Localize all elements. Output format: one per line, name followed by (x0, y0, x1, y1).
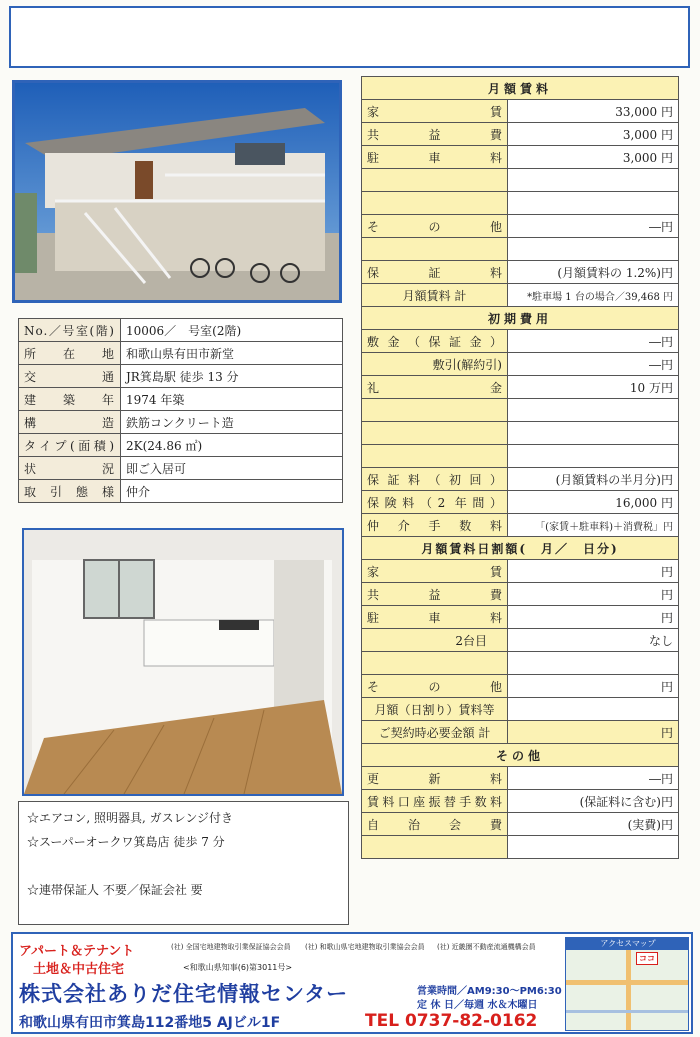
value: ―円 (508, 353, 679, 376)
exterior-photo (12, 80, 342, 303)
notes-box (18, 801, 349, 925)
label: 自治会費 (362, 813, 508, 836)
value: (実費)円 (508, 813, 679, 836)
value: 「(家賃＋駐車料)＋消費税」円 (508, 514, 679, 537)
info-label: 取引態様 (19, 480, 121, 503)
info-label: タイプ(面積) (19, 434, 121, 457)
footer-tag: 土地＆中古住宅 (33, 962, 125, 977)
label: 礼金 (362, 376, 508, 399)
info-label: 建築年 (19, 388, 121, 411)
info-row (19, 388, 343, 411)
value: 16,000 円 (508, 491, 679, 514)
value: 10 万円 (508, 376, 679, 399)
info-label: 状況 (19, 457, 121, 480)
footer-tag: アパート＆テナント (19, 944, 135, 959)
info-label: 構造 (19, 411, 121, 434)
info-value: 1974 年築 (121, 388, 343, 411)
info-row (19, 480, 343, 503)
label: 保証料（初回） (362, 468, 508, 491)
label: 敷引(解約引) (362, 353, 508, 376)
value: 円 (508, 721, 679, 744)
header-box (9, 6, 690, 68)
note-item: ☆スーパーオークワ箕島店 徒歩 7 分 (27, 835, 225, 849)
info-row (19, 342, 343, 365)
daily-header: 月額賃料日割額( 月／ 日分) (362, 537, 679, 560)
value: (保証料に含む)円 (508, 790, 679, 813)
label: 仲介手数料 (362, 514, 508, 537)
company-address: 和歌山県有田市箕島112番地5 AJビル1F (19, 1015, 281, 1031)
info-label: No.／号室(階) (19, 319, 121, 342)
label: 月額（日割り）賃料等 (362, 698, 508, 721)
property-info-table (18, 318, 343, 503)
info-value: 仲介 (121, 480, 343, 503)
license-number: <和歌山県知事(6)第3011号> (183, 963, 293, 972)
label: 2台目 (362, 629, 508, 652)
misc-header: その他 (362, 744, 679, 767)
info-label: 交通 (19, 365, 121, 388)
note-item: ☆エアコン, 照明器具, ガスレンジ付き (27, 811, 234, 825)
association: (社) 和歌山県宅地建物取引業協会会員 (305, 943, 425, 951)
label: 駐車料 (362, 146, 508, 169)
value: 円 (508, 583, 679, 606)
label: その他 (362, 675, 508, 698)
info-value: 即ご入居可 (121, 457, 343, 480)
label: 更新料 (362, 767, 508, 790)
access-map (565, 937, 689, 1031)
value: 円 (508, 606, 679, 629)
closed-days: 定 休 日／毎週 水＆木曜日 (417, 1000, 538, 1011)
label: その他 (362, 215, 508, 238)
business-hours: 営業時間／AM9:30～PM6:30 (417, 986, 562, 997)
info-value: 10006／ 号室(2階) (121, 319, 343, 342)
value: 円 (508, 560, 679, 583)
label: 共益費 (362, 123, 508, 146)
label: 月額賃料 計 (362, 284, 508, 307)
label: 保険料（2 年間） (362, 491, 508, 514)
value: 円 (508, 675, 679, 698)
label: 保証料 (362, 261, 508, 284)
info-row (19, 457, 343, 480)
label: 家賃 (362, 560, 508, 583)
initial-header: 初期費用 (362, 307, 679, 330)
association: (社) 全国宅地建物取引業保証協会会員 (171, 943, 291, 951)
info-row (19, 319, 343, 342)
value: 3,000 円 (508, 123, 679, 146)
value: (月額賃料の半月分)円 (508, 468, 679, 491)
map-title: アクセスマップ (566, 938, 689, 950)
label: 駐車料 (362, 606, 508, 629)
info-row (19, 365, 343, 388)
map-here-marker: ココ (636, 952, 658, 965)
value: なし (508, 629, 679, 652)
label: ご契約時必要金額 計 (362, 721, 508, 744)
label: 賃料口座振替手数料 (362, 790, 508, 813)
company-name: 株式会社ありだ住宅情報センター (19, 982, 349, 1006)
fee-table (361, 76, 679, 859)
value: *駐車場 1 台の場合／39,468 円 (508, 284, 679, 307)
label: 家賃 (362, 100, 508, 123)
info-value: JR箕島駅 徒歩 13 分 (121, 365, 343, 388)
monthly-header: 月額賃料 (362, 77, 679, 100)
value: ―円 (508, 215, 679, 238)
note-item (27, 856, 340, 880)
info-label: 所在地 (19, 342, 121, 365)
phone-number: TEL 0737-82-0162 (365, 1011, 538, 1031)
info-value: 2K(24.86 ㎡) (121, 434, 343, 457)
info-value: 鉄筋コンクリート造 (121, 411, 343, 434)
note-item: ☆連帯保証人 不要／保証会社 要 (27, 883, 203, 897)
info-row (19, 434, 343, 457)
company-footer (11, 932, 693, 1034)
value: ―円 (508, 767, 679, 790)
info-value: 和歌山県有田市新堂 (121, 342, 343, 365)
value: (月額賃料の 1.2%)円 (508, 261, 679, 284)
info-row (19, 411, 343, 434)
value: ―円 (508, 330, 679, 353)
value: 33,000 円 (508, 100, 679, 123)
label: 敷金（保証金） (362, 330, 508, 353)
interior-photo (22, 528, 344, 796)
label: 共益費 (362, 583, 508, 606)
association: (社) 近畿圏不動産流通機構会員 (437, 943, 536, 951)
value: 3,000 円 (508, 146, 679, 169)
